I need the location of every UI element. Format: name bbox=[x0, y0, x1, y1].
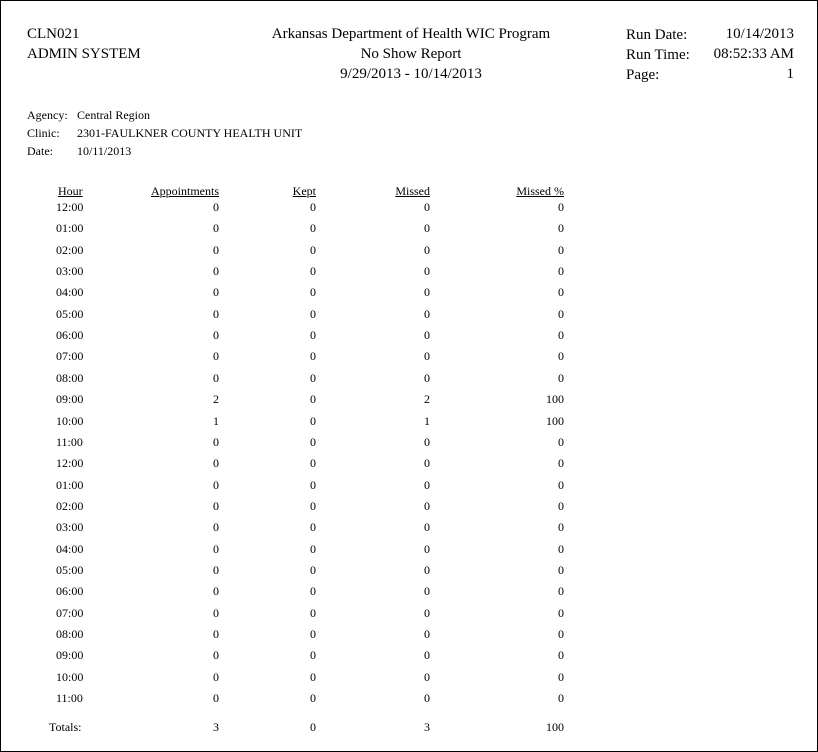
report-title: No Show Report bbox=[360, 46, 462, 62]
table-row bbox=[1, 392, 817, 413]
cell-kept: 0 bbox=[310, 627, 316, 641]
column-header-missed: Missed bbox=[395, 184, 430, 198]
totals-row bbox=[1, 720, 817, 741]
table-row bbox=[1, 499, 817, 520]
table-row bbox=[1, 691, 817, 712]
cell-appointments: 0 bbox=[213, 370, 219, 385]
cell-hour: 07:00 bbox=[56, 605, 84, 620]
cell-appointments: 0 bbox=[213, 669, 219, 684]
cell-missed-pct: 0 bbox=[558, 328, 564, 343]
cell-missed-pct: 0 bbox=[558, 370, 564, 385]
cell-missed-pct: 0 bbox=[558, 456, 564, 471]
cell-hour: 02:00 bbox=[56, 498, 84, 513]
run-date: 10/14/2013 bbox=[725, 26, 794, 42]
cell-appointments: 0 bbox=[213, 264, 219, 279]
cell-missed: 2 bbox=[424, 392, 430, 407]
cell-appointments: 0 bbox=[213, 306, 219, 321]
cell-missed: 0 bbox=[424, 498, 430, 513]
cell-missed: 0 bbox=[424, 434, 430, 449]
table-row bbox=[1, 328, 817, 349]
cell-missed: 0 bbox=[424, 605, 430, 620]
cell-appointments: 0 bbox=[213, 562, 219, 577]
cell-kept: 0 bbox=[310, 584, 316, 599]
cell-appointments: 0 bbox=[213, 456, 219, 471]
cell-missed-pct: 0 bbox=[558, 562, 564, 577]
cell-missed-pct: 0 bbox=[558, 200, 564, 214]
page-number: 1 bbox=[786, 66, 794, 82]
cell-kept: 0 bbox=[310, 562, 316, 577]
cell-missed-pct: 0 bbox=[558, 285, 564, 300]
cell-missed-pct: 0 bbox=[558, 264, 564, 279]
cell-hour: 12:00 bbox=[56, 456, 84, 471]
table-row bbox=[1, 285, 817, 306]
cell-hour: 04:00 bbox=[56, 541, 84, 556]
cell-kept: 0 bbox=[310, 328, 316, 343]
cell-appointments: 0 bbox=[213, 200, 219, 214]
cell-missed: 0 bbox=[424, 328, 430, 343]
cell-kept: 0 bbox=[310, 306, 316, 321]
table-row bbox=[1, 606, 817, 627]
cell-missed: 0 bbox=[424, 477, 430, 492]
cell-appointments: 0 bbox=[213, 627, 219, 641]
totals-kept: 0 bbox=[310, 720, 316, 734]
cell-kept: 0 bbox=[310, 285, 316, 300]
cell-missed-pct: 0 bbox=[558, 605, 564, 620]
totals-appointments: 3 bbox=[213, 720, 219, 734]
column-header-appointments: Appointments bbox=[151, 184, 219, 198]
cell-hour: 02:00 bbox=[56, 242, 84, 257]
clinic-label: Clinic: bbox=[27, 126, 60, 140]
cell-kept: 0 bbox=[310, 477, 316, 492]
cell-kept: 0 bbox=[310, 605, 316, 620]
totals-label: Totals: bbox=[49, 720, 82, 734]
cell-kept: 0 bbox=[310, 520, 316, 535]
table-row bbox=[1, 627, 817, 648]
table-row bbox=[1, 584, 817, 605]
org-title: Arkansas Department of Health WIC Program bbox=[271, 26, 551, 42]
cell-missed: 0 bbox=[424, 456, 430, 471]
cell-missed-pct: 100 bbox=[546, 392, 564, 407]
table-row bbox=[1, 435, 817, 456]
column-header-missed-pct: Missed % bbox=[516, 184, 564, 198]
cell-kept: 0 bbox=[310, 392, 316, 407]
cell-missed: 0 bbox=[424, 627, 430, 641]
cell-appointments: 0 bbox=[213, 520, 219, 535]
totals-missed: 3 bbox=[424, 720, 430, 734]
cell-hour: 06:00 bbox=[56, 584, 84, 599]
table-row bbox=[1, 414, 817, 435]
cell-appointments: 0 bbox=[213, 584, 219, 599]
cell-missed-pct: 0 bbox=[558, 349, 564, 364]
column-header-kept: Kept bbox=[292, 184, 316, 198]
cell-kept: 0 bbox=[310, 541, 316, 556]
table-row bbox=[1, 221, 817, 242]
table-row bbox=[1, 478, 817, 499]
cell-missed-pct: 0 bbox=[558, 648, 564, 663]
cell-hour: 03:00 bbox=[56, 520, 84, 535]
cell-missed: 0 bbox=[424, 562, 430, 577]
cell-missed: 0 bbox=[424, 306, 430, 321]
cell-missed-pct: 0 bbox=[558, 242, 564, 257]
cell-appointments: 0 bbox=[213, 349, 219, 364]
table-row bbox=[1, 542, 817, 563]
cell-appointments: 0 bbox=[213, 541, 219, 556]
cell-missed-pct: 0 bbox=[558, 669, 564, 684]
cell-appointments: 0 bbox=[213, 605, 219, 620]
cell-missed-pct: 100 bbox=[546, 413, 564, 428]
cell-hour: 04:00 bbox=[56, 285, 84, 300]
report-code: CLN021 bbox=[27, 26, 80, 42]
cell-missed-pct: 0 bbox=[558, 691, 564, 706]
cell-missed: 0 bbox=[424, 349, 430, 364]
cell-kept: 0 bbox=[310, 349, 316, 364]
cell-hour: 10:00 bbox=[56, 669, 84, 684]
system-name: ADMIN SYSTEM bbox=[27, 46, 141, 62]
cell-missed: 0 bbox=[424, 370, 430, 385]
cell-hour: 01:00 bbox=[56, 221, 84, 236]
cell-missed: 0 bbox=[424, 691, 430, 706]
cell-kept: 0 bbox=[310, 242, 316, 257]
date-range: 9/29/2013 - 10/14/2013 bbox=[340, 66, 482, 82]
table-row bbox=[1, 349, 817, 370]
cell-hour: 08:00 bbox=[56, 370, 84, 385]
table-row bbox=[1, 200, 817, 221]
table-row bbox=[1, 456, 817, 477]
table-row bbox=[1, 264, 817, 285]
cell-missed-pct: 0 bbox=[558, 306, 564, 321]
cell-appointments: 0 bbox=[213, 285, 219, 300]
agency-label: Agency: bbox=[27, 108, 68, 122]
cell-kept: 0 bbox=[310, 200, 316, 214]
cell-kept: 0 bbox=[310, 456, 316, 471]
cell-kept: 0 bbox=[310, 434, 316, 449]
cell-appointments: 0 bbox=[213, 328, 219, 343]
cell-hour: 08:00 bbox=[56, 627, 84, 641]
cell-kept: 0 bbox=[310, 669, 316, 684]
cell-kept: 0 bbox=[310, 413, 316, 428]
cell-missed-pct: 0 bbox=[558, 221, 564, 236]
cell-missed-pct: 0 bbox=[558, 520, 564, 535]
table-row bbox=[1, 563, 817, 584]
date-value: 10/11/2013 bbox=[77, 144, 132, 158]
table-row bbox=[1, 670, 817, 691]
cell-appointments: 0 bbox=[213, 242, 219, 257]
column-header-hour: Hour bbox=[58, 184, 83, 198]
table-row bbox=[1, 371, 817, 392]
cell-appointments: 0 bbox=[213, 221, 219, 236]
cell-missed: 0 bbox=[424, 264, 430, 279]
cell-missed: 0 bbox=[424, 200, 430, 214]
cell-kept: 0 bbox=[310, 370, 316, 385]
cell-hour: 09:00 bbox=[56, 648, 84, 663]
cell-hour: 01:00 bbox=[56, 477, 84, 492]
cell-appointments: 0 bbox=[213, 691, 219, 706]
table-row bbox=[1, 243, 817, 264]
cell-hour: 09:00 bbox=[56, 392, 84, 407]
cell-missed-pct: 0 bbox=[558, 584, 564, 599]
cell-kept: 0 bbox=[310, 648, 316, 663]
run-date-label: Run Date: bbox=[626, 27, 688, 43]
cell-hour: 11:00 bbox=[56, 691, 83, 706]
run-time: 08:52:33 AM bbox=[713, 46, 794, 62]
cell-missed: 0 bbox=[424, 221, 430, 236]
cell-appointments: 0 bbox=[213, 498, 219, 513]
cell-hour: 10:00 bbox=[56, 413, 84, 428]
page-label: Page: bbox=[626, 67, 660, 83]
cell-missed-pct: 0 bbox=[558, 541, 564, 556]
cell-appointments: 2 bbox=[213, 392, 219, 407]
cell-hour: 07:00 bbox=[56, 349, 84, 364]
cell-missed-pct: 0 bbox=[558, 434, 564, 449]
cell-missed: 0 bbox=[424, 648, 430, 663]
totals-missed-pct: 100 bbox=[546, 720, 564, 734]
cell-kept: 0 bbox=[310, 498, 316, 513]
cell-appointments: 1 bbox=[213, 413, 219, 428]
table-row bbox=[1, 307, 817, 328]
cell-missed: 0 bbox=[424, 541, 430, 556]
cell-hour: 06:00 bbox=[56, 328, 84, 343]
cell-hour: 05:00 bbox=[56, 306, 84, 321]
table-row bbox=[1, 648, 817, 669]
cell-missed: 0 bbox=[424, 520, 430, 535]
cell-missed: 0 bbox=[424, 669, 430, 684]
cell-missed: 0 bbox=[424, 242, 430, 257]
cell-missed-pct: 0 bbox=[558, 498, 564, 513]
cell-missed-pct: 0 bbox=[558, 627, 564, 641]
cell-kept: 0 bbox=[310, 264, 316, 279]
cell-missed: 0 bbox=[424, 584, 430, 599]
cell-appointments: 0 bbox=[213, 477, 219, 492]
cell-hour: 03:00 bbox=[56, 264, 84, 279]
cell-kept: 0 bbox=[310, 221, 316, 236]
cell-hour: 11:00 bbox=[56, 434, 83, 449]
cell-kept: 0 bbox=[310, 691, 316, 706]
date-label: Date: bbox=[27, 144, 53, 158]
cell-hour: 05:00 bbox=[56, 562, 84, 577]
cell-appointments: 0 bbox=[213, 434, 219, 449]
table-row bbox=[1, 520, 817, 541]
agency-value: Central Region bbox=[77, 108, 150, 122]
cell-missed-pct: 0 bbox=[558, 477, 564, 492]
cell-missed: 1 bbox=[424, 413, 430, 428]
cell-hour: 12:00 bbox=[56, 200, 84, 214]
clinic-value: 2301-FAULKNER COUNTY HEALTH UNIT bbox=[77, 126, 303, 140]
cell-missed: 0 bbox=[424, 285, 430, 300]
run-time-label: Run Time: bbox=[626, 47, 690, 63]
cell-appointments: 0 bbox=[213, 648, 219, 663]
